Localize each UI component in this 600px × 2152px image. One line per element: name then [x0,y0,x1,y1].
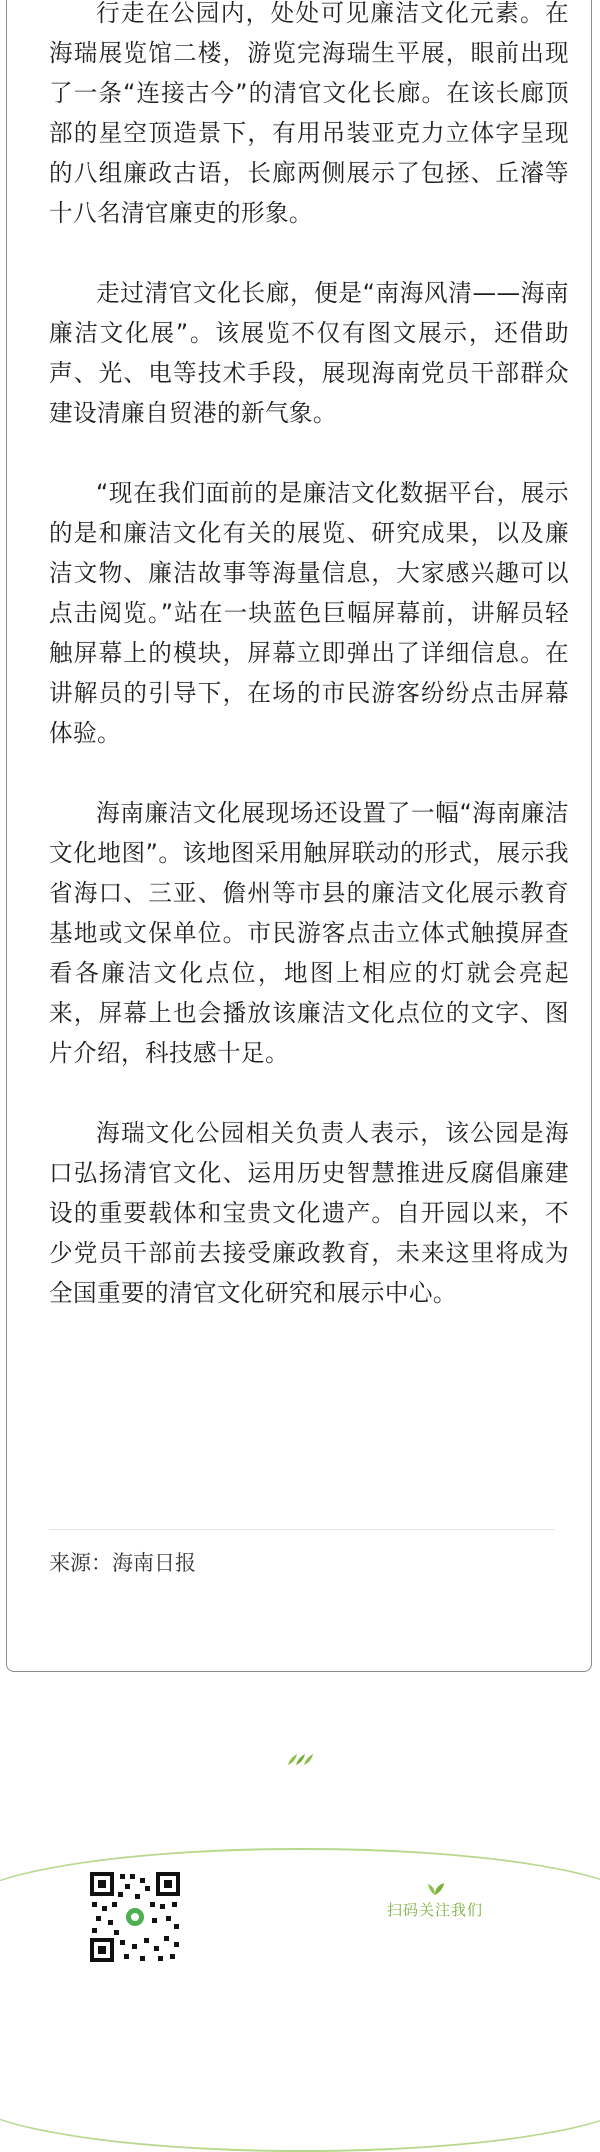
follow-us[interactable] [360,1880,510,1920]
source-line: 来源：海南日报 [49,1529,555,1578]
article-body [49,0,569,1313]
paragraph-2: 走过清官文化长廊，便是“南海风清——海南廉洁文化展”。该展览不仅有图文展示，还借助声、光、电等技术手段，展现海南党员干部群众建设清廉自贸港的新气象。 [49,279,569,427]
article-card [6,0,592,1672]
leaf-icon [422,1880,448,1896]
paragraph-3: “现在我们面前的是廉洁文化数据平台，展示的是和廉洁文化有关的展览、研究成果，以及廉洁文物、廉洁故事等海量信息，大家感兴趣可以点击阅览。”站在一块蓝色巨幅屏幕前，讲解员轻触屏幕上的模块，屏幕立即弹出了详细信息。在讲解员的引导下，在场的市民游客纷纷点击屏幕体验。 [49,479,569,747]
qr-code-icon[interactable] [88,1870,182,1964]
paragraph-5: 海瑞文化公园相关负责人表示，该公园是海口弘扬清官文化、运用历史智慧推进反腐倡廉建设的重要载体和宝贵文化遗产。自开园以来，不少党员干部前去接受廉政教育，未来这里将成为全国重要的清官文化研究和展示中心。 [49,1119,569,1307]
leaf-divider-icon [285,1750,315,1768]
paragraph-4: 海南廉洁文化展现场还设置了一幅“海南廉洁文化地图”。该地图采用触屏联动的形式，展示我省海口、三亚、儋州等市县的廉洁文化展示教育基地或文保单位。市民游客点击立体式触摸屏查看各廉洁文化点位，地图上相应的灯就会亮起来，屏幕上也会播放该廉洁文化点位的文字、图片介绍，科技感十足。 [49,799,569,1067]
paragraph-1: 行走在公园内，处处可见廉洁文化元素。在海瑞展览馆二楼，游览完海瑞生平展，眼前出现了一条“连接古今”的清官文化长廊。在该长廊顶部的星空顶造景下，有用吊装亚克力立体字呈现的八组廉政古语，长廊两侧展示了包拯、丘濬等十八名清官廉吏的形象。 [49,0,569,227]
follow-us-label: 扫码关注我们 [386,1901,483,1919]
